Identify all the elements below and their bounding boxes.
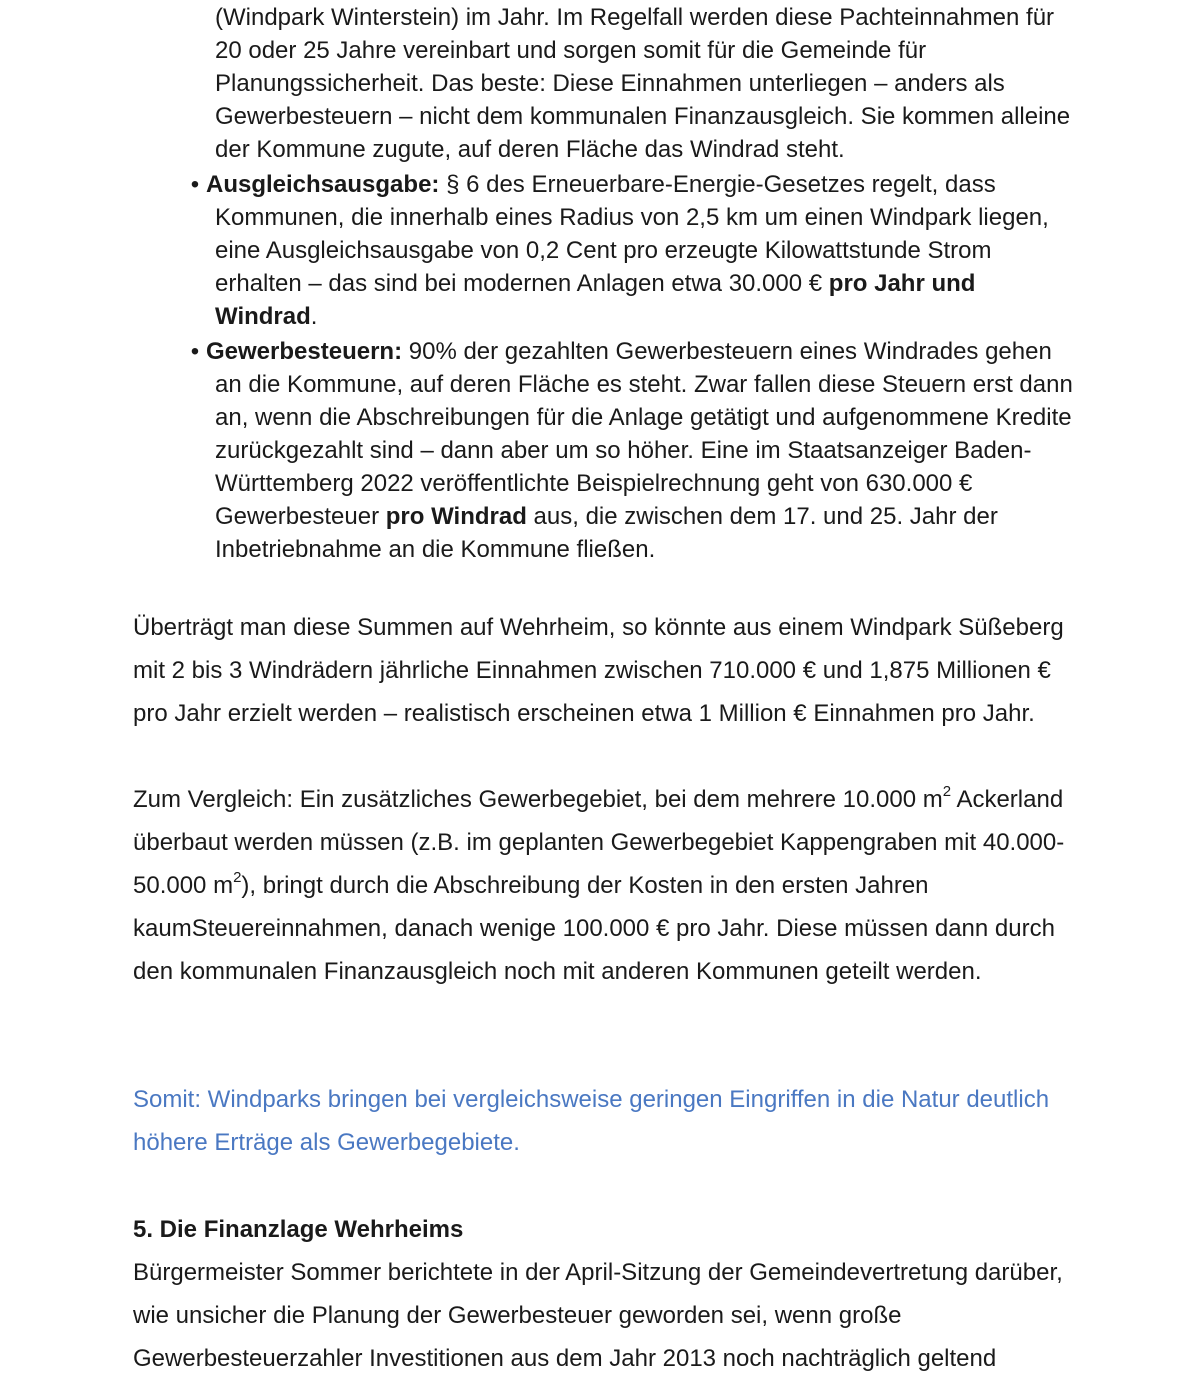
superscript-2: 2 <box>942 783 952 800</box>
emphasis-pro-windrad: pro Windrad <box>385 503 527 530</box>
comparison-part-2: Ackerland überbaut werden müssen (z.B. im geplanten Gewerbegebiet Kappengraben mit 40.000-50.000 m <box>133 786 1065 899</box>
conclusion-highlight: Somit: Windparks bringen bei vergleichsweise geringen Eingriffen in die Natur deutlich höhere Erträge als Gewerbegebiete. <box>133 1086 1050 1156</box>
text-ausgleichsausgabe: § 6 des Erneuerbare-Energie-Gesetzes regelt, dass Kommunen, die innerhalb eines Radius von 2,5 km um einen Windpark liegen, eine Ausgleichsausgabe von 0,2 Cent pro erzeugte Kilowattstunde Strom erhalten – das sind bei modernen Anlagen etwa 30.000 € <box>215 171 1049 297</box>
text-ausgleichsausgabe-end: . <box>310 303 318 330</box>
superscript-2: 2 <box>233 869 242 886</box>
text-gewerbesteuern: 90% der gezahlten Gewerbesteuern eines Windrades gehen an die Kommune, auf deren Fläche es steht. Zwar fallen diese Steuern erst dann an, wenn die Abschreibungen für die Anlage getätigt und aufgenommene Kredite zurückgezahlt sind – dann aber um so höher. Eine im Staatsanzeiger Baden-Württemberg 2022 veröffentlichte Beispielrechnung geht von 630.000 € Gewerbesteuer <box>215 338 1073 530</box>
paragraph-comparison <box>133 778 1073 993</box>
section-heading-finanzlage: 5. Die Finanzlage Wehrheims <box>133 1216 464 1243</box>
list-item-ausgleichsausgabe <box>190 168 1075 333</box>
comparison-part-1: Zum Vergleich: Ein zusätzliches Gewerbegebiet, bei dem mehrere 10.000 m <box>133 786 943 813</box>
list-item-gewerbesteuern <box>190 335 1075 566</box>
comparison-part-3: ), bringt durch die Abschreibung der Kosten in den ersten Jahren kaumSteuereinnahmen, danach wenige 100.000 € pro Jahr. Diese müssen dann durch den kommunalen Finanzausgleich noch mit anderen Kommunen geteilt werden. <box>133 872 1055 985</box>
bullet-icon: • <box>190 171 200 198</box>
term-gewerbesteuern: Gewerbesteuern: <box>206 338 403 365</box>
emphasis-pro-jahr-und-windrad: pro Jahr und Windrad <box>215 270 976 330</box>
list-item-continuation: (Windpark Winterstein) im Jahr. Im Regelfall werden diese Pachteinnahmen für 20 oder 25 Jahre vereinbart und sorgen somit für die Gemeinde für Planungssicherheit. Das beste: Diese Einnahmen unterliegen – anders als Gewerbesteuern – nicht dem kommunalen Finanzausgleich. Sie kommen alleine der Kommune zugute, auf deren Fläche das Windrad steht. <box>215 4 1071 163</box>
bullet-icon: • <box>190 338 200 365</box>
text-gewerbesteuern-end: aus, die zwischen dem 17. und 25. Jahr der Inbetriebnahme an die Kommune fließen. <box>215 503 998 563</box>
paragraph-finanzlage: Bürgermeister Sommer berichtete in der April-Sitzung der Gemeindevertretung darüber, wie unsicher die Planung der Gewerbesteuer geworden sei, wenn große Gewerbesteuerzahler Investitionen aus dem Jahr 2013 noch nachträglich geltend <box>133 1259 1063 1372</box>
term-ausgleichsausgabe: Ausgleichsausgabe: <box>206 171 440 198</box>
paragraph-transfer: Überträgt man diese Summen auf Wehrheim, so könnte aus einem Windpark Süßeberg mit 2 bis 3 Windrädern jährliche Einnahmen zwischen 710.000 € und 1,875 Millionen € pro Jahr erzielt werden – realistisch erscheinen etwa 1 Million € Einnahmen pro Jahr. <box>133 614 1064 727</box>
